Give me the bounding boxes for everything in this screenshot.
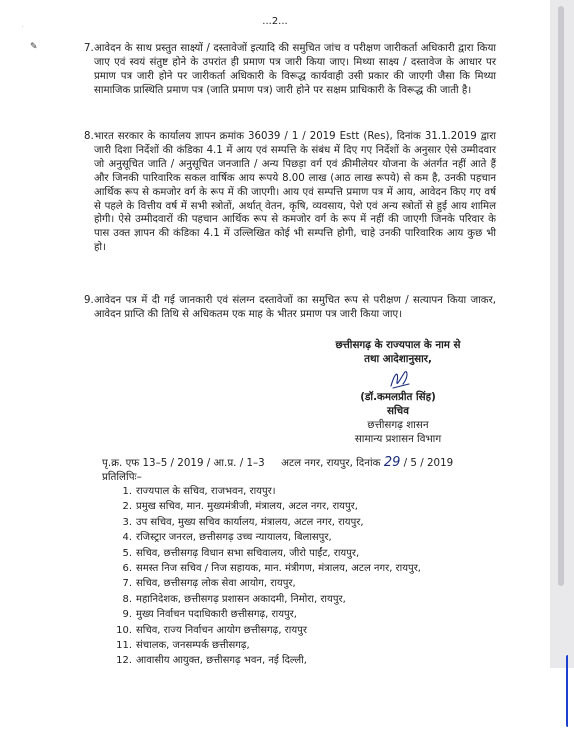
margin-speck: · bbox=[22, 24, 24, 30]
list-item bbox=[116, 561, 421, 576]
list-item-text: राज्यपाल के सचिव, राजभवन, रायपुर। bbox=[136, 486, 276, 497]
paragraph-text: आवेदन पत्र में दी गई जानकारी एवं संलग्न दस्तावेजों का समुचित रूप से परीक्षण / सत्यापन किया जाकर, आवेदन प्राप्ति की तिथि से अधिकतम एक माह के भीतर प्रमाण पत्र जारी किया जाए। bbox=[94, 295, 496, 320]
list-item-text: महानिदेशक, छत्तीसगढ़ प्रशासन अकादमी, निमोरा, रायपुर, bbox=[136, 593, 346, 605]
list-item-number: 3. bbox=[122, 516, 132, 528]
reference-line bbox=[102, 455, 502, 470]
list-item bbox=[116, 607, 421, 622]
list-item-number: 10. bbox=[116, 624, 132, 636]
copy-to-label: प्रतिलिपिः– bbox=[102, 471, 142, 483]
paragraph-text: भारत सरकार के कार्यालय ज्ञापन क्रमांक 36039 / 1 / 2019 Estt (Res), दिनांक 31.1.2019 द्वारा जारी दिशा निर्देशों की कंडिका 4.1 में आय एवं सम्पत्ति के संबंध में दिए गए निर्देशों के अनुसार ऐसे उम्मीदवार जो अनुसूचित जाति / अनुसूचित जनजाति / अन्य पिछड़ा वर्ग एवं क्रीमीलेयर योजना के अंतर्गत नहीं आते हैं और जिनकी पारिवारिक सकल वार्षिक आय रूपये 8.00 लाख (आठ लाख रूपये) से कम है, उनकी पहचान आर्थिक रूप से कमजोर वर्ग के रूप में की जाएगी। आय एवं सम्पत्ति प्रमाण पत्र में आय, आवेदन किए गए वर्ष से पहले के वित्तीय वर्ष में सभी स्त्रोतों, अर्थात् वेतन, कृषि, व्यवसाय, पेशे एवं अन्य स्त्रोतों से हुई आय शामिल होगी। ऐसे उम्मीदवारों की पहचान आर्थिक रूप से कमजोर वर्ग के रूप में नहीं की जाएगी जिनके परिवार के पास उक्त ज्ञापन की कंडिका 4.1 में उल्लिखित कोई भी सम्पत्ति होगी, चाहे उनकी पारिवारिक आय कुछ भी हो। bbox=[94, 131, 496, 254]
viewer-blank-area bbox=[0, 668, 574, 730]
list-item bbox=[116, 592, 421, 607]
signatory-designation: सचिव bbox=[387, 405, 409, 417]
month-year: / 5 / 2019 bbox=[403, 457, 454, 469]
file-number: पृ.क्र. एफ 13–5 / 2019 / आ.प्र. / 1–3 bbox=[102, 457, 265, 469]
list-item bbox=[116, 515, 421, 530]
list-item-text: सचिव, राज्य निर्वाचन आयोग छत्तीसगढ़, रायपुर bbox=[136, 624, 307, 636]
list-item bbox=[116, 638, 421, 653]
list-item-text: रजिस्ट्रार जनरल, छत्तीसगढ़ उच्च न्यायालय, बिलासपुर, bbox=[136, 532, 332, 544]
list-item-text: सचिव, छत्तीसगढ़ लोक सेवा आयोग, रायपुर, bbox=[136, 578, 296, 590]
handwritten-day: 29 bbox=[383, 455, 401, 470]
paragraph-text: आवेदन के साथ प्रस्तुत साक्ष्यों / दस्तावेजों इत्यादि की समुचित जांच व परीक्षण जारीकर्ता अधिकारी द्वारा किया जाए एवं स्वयं संतुष्ट होने के उपरांत ही प्रमाण पत्र जारी किया जाए। मिथ्या साक्ष्य / दस्तावेज के आधार पर प्रमाण पत्र जारी होने पर जारीकर्ता अधिकारी के विरूद्ध कार्यवाही उसी प्रकार की जाएगी जैसा कि मिथ्या सामाजिक प्रास्थिति प्रमाण पत्र (जाति प्रमाण पत्र) जारी होने पर सक्षम प्राधिकारी के विरूद्ध की जाती है। bbox=[94, 43, 496, 96]
page-number: ...2... bbox=[262, 16, 288, 27]
list-item-number: 1. bbox=[122, 486, 132, 497]
list-item-text: मुख्य निर्वाचन पदाधिकारी छत्तीसगढ़, रायपुर, bbox=[136, 609, 297, 621]
list-item bbox=[116, 623, 421, 638]
list-item bbox=[116, 530, 421, 545]
list-item-number: 4. bbox=[122, 532, 132, 544]
authority-line: छत्तीसगढ़ के राज्यपाल के नाम से bbox=[335, 339, 461, 351]
list-item-text: संचालक, जनसम्पर्क छत्तीसगढ़, bbox=[136, 640, 250, 652]
signatory-department: सामान्य प्रशासन विभाग bbox=[354, 433, 442, 445]
order-line: तथा आदेशानुसार, bbox=[364, 353, 432, 365]
list-item-text: प्रमुख सचिव, मान. मुख्यमंत्रीजी, मंत्रालय, अटल नगर, रायपुर, bbox=[136, 501, 358, 513]
paragraph-number: 8. bbox=[84, 131, 94, 142]
list-item-number: 11. bbox=[116, 640, 132, 652]
signature-block bbox=[298, 338, 498, 446]
signatory-name: (डॉ.कमलप्रीत सिंह) bbox=[360, 391, 436, 403]
list-item bbox=[116, 576, 421, 591]
list-item-number: 9. bbox=[122, 609, 132, 621]
list-item-number: 6. bbox=[122, 563, 132, 575]
list-item-number: 8. bbox=[122, 593, 132, 605]
paragraph-8 bbox=[84, 130, 496, 255]
signatory-government: छत्तीसगढ़ शासन bbox=[367, 419, 429, 431]
list-item-number: 12. bbox=[116, 655, 132, 667]
list-item-text: आवासीय आयुक्त, छत्तीसगढ़ भवन, नई दिल्ली, bbox=[136, 655, 307, 667]
pen-stroke-mark bbox=[566, 655, 571, 727]
list-item bbox=[116, 653, 421, 668]
list-item bbox=[116, 546, 421, 561]
list-item bbox=[116, 499, 421, 514]
paragraph-number: 7. bbox=[84, 43, 94, 54]
scrollbar-thumb[interactable] bbox=[558, 6, 564, 586]
list-item-text: समस्त निज सचिव / निज सहायक, मान. मंत्रीगण, मंत्रालय, अटल नगर, रायपुर, bbox=[136, 563, 421, 575]
paragraph-number: 9. bbox=[84, 295, 94, 306]
list-item-text: सचिव, छत्तीसगढ़ विधान सभा सचिवालय, जीरो पाईंट, रायपुर, bbox=[136, 547, 360, 559]
place-date-label: अटल नगर, रायपुर, दिनांक bbox=[281, 457, 381, 469]
copy-to-list bbox=[116, 484, 421, 676]
margin-mark-icon: ✎ bbox=[30, 42, 38, 52]
list-item bbox=[116, 484, 421, 499]
paragraph-9 bbox=[84, 294, 496, 322]
list-item-number: 7. bbox=[122, 578, 132, 590]
list-item-text: उप सचिव, मुख्य सचिव कार्यालय, मंत्रालय, अटल नगर, रायपुर, bbox=[136, 516, 364, 528]
list-item-number: 5. bbox=[122, 547, 132, 559]
paragraph-7 bbox=[84, 42, 496, 98]
list-item-number: 2. bbox=[122, 501, 132, 513]
handwritten-signature-icon bbox=[387, 366, 413, 392]
